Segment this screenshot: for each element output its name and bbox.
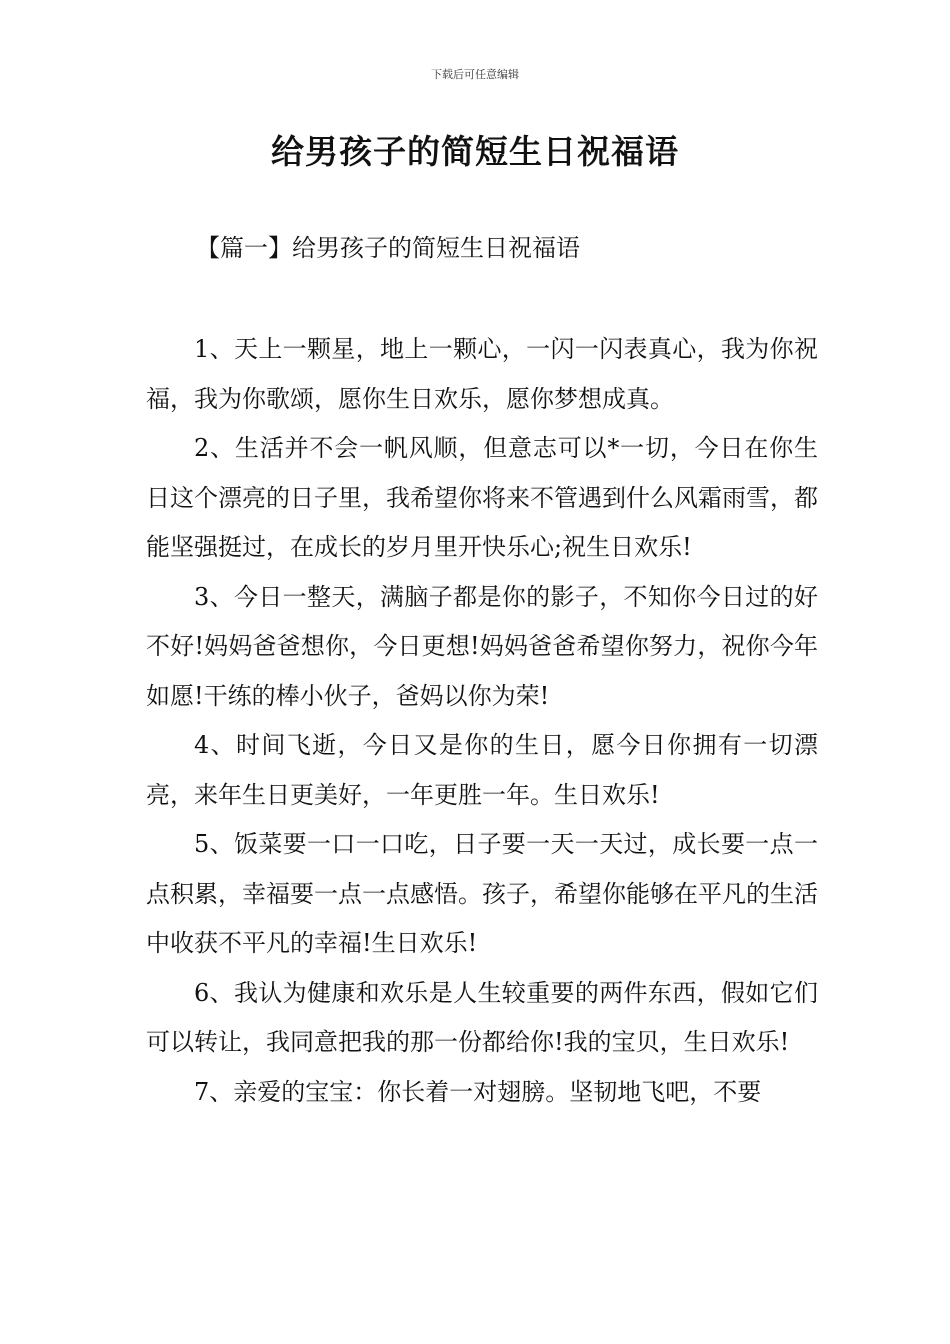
paragraph: 7、亲爱的宝宝：你长着一对翅膀。坚韧地飞吧，不要 (194, 1077, 762, 1106)
document-title: 给男孩子的简短生日祝福语 (271, 132, 679, 171)
document-body (146, 325, 818, 1117)
page-header-note: 下载后可任意编辑 (431, 68, 519, 81)
paragraph: 3、今日一整天，满脑子都是你的影子，不知你今日过的好不好!妈妈爸爸想你，今日更想!妈妈爸爸希望你努力，祝你今年如愿!干练的棒小伙子，爸妈以你为荣! (146, 582, 818, 710)
paragraph: 5、饭菜要一口一口吃，日子要一天一天过，成长要一点一点积累，幸福要一点一点感悟。孩子，希望你能够在平凡的生活中收获不平凡的幸福!生日欢乐! (146, 830, 818, 957)
section-heading: 【篇一】给男孩子的简短生日祝福语 (196, 234, 580, 262)
paragraph: 1、天上一颗星，地上一颗心，一闪一闪表真心，我为你祝福，我为你歌颂，愿你生日欢乐，愿你梦想成真。 (146, 335, 818, 413)
paragraph: 6、我认为健康和欢乐是人生较重要的两件东西，假如它们可以转让，我同意把我的那一份都给你!我的宝贝，生日欢乐! (146, 978, 818, 1056)
paragraph: 2、生活并不会一帆风顺，但意志可以*一切，今日在你生日这个漂亮的日子里，我希望你将来不管遇到什么风霜雨雪，都能坚强挺过，在成长的岁月里开快乐心;祝生日欢乐! (146, 434, 818, 561)
paragraph: 4、时间飞逝，今日又是你的生日，愿今日你拥有一切漂亮，来年生日更美好，一年更胜一年。生日欢乐! (146, 731, 818, 809)
